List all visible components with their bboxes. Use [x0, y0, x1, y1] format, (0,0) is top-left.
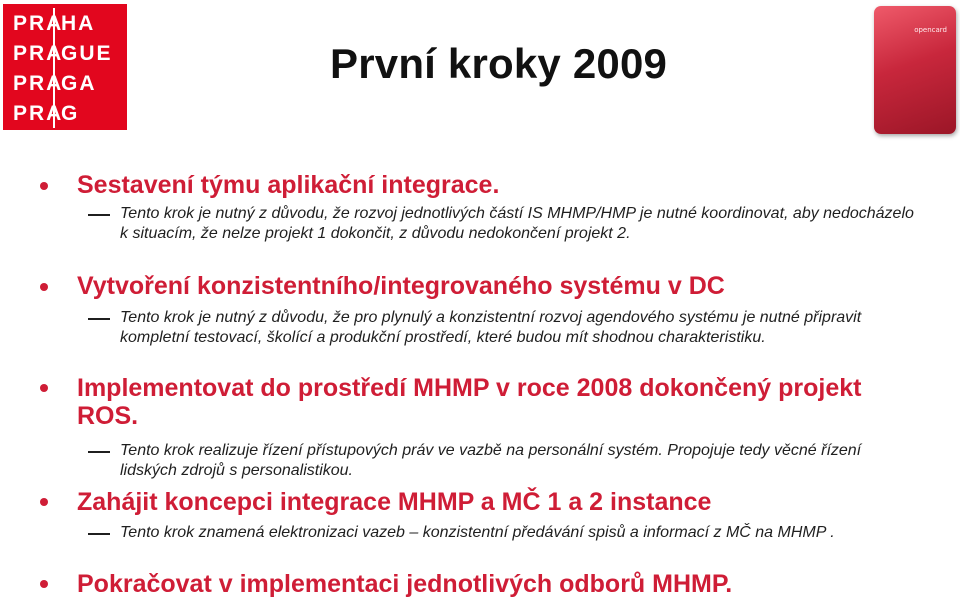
- bullet-dot: [40, 182, 48, 190]
- logo-text: GUE: [53, 38, 123, 68]
- page-title: První kroky 2009: [330, 40, 668, 87]
- logo-text: PRA: [13, 11, 64, 35]
- bullet-detail: Tento krok znamená elektronizaci vazeb – konzistentní předávání spisů a informací z MČ na MHMP .: [120, 524, 835, 541]
- bullet-heading: Vytvoření konzistentního/integrovaného systému v DC: [77, 272, 725, 300]
- dash-marker: [88, 318, 110, 320]
- bullet-detail: Tento krok realizuje řízení přístupových práv ve vazbě na personální systém. Propojuje tedy věcné řízení lidských zdrojů s personalistikou.: [120, 442, 862, 479]
- logo-text: GA: [53, 68, 123, 98]
- logo-text: PRA: [13, 101, 64, 125]
- bullet-dot: [40, 283, 48, 291]
- logo-text: G: [53, 98, 123, 128]
- bullet-heading: Implementovat do prostředí MHMP v roce 2008 dokončený projekt ROS.: [77, 374, 862, 430]
- prague-logo: [3, 4, 127, 130]
- opencard-image: [874, 6, 956, 134]
- bullet-heading: Pokračovat v implementaci jednotlivých odborů MHMP.: [77, 570, 733, 598]
- bullet-detail: Tento krok je nutný z důvodu, že pro plynulý a konzistentní rozvoj agendového systému je nutné připravit kompletní testovací, školící a produkční prostředí, které budou mít shodnou charakteristiku.: [120, 309, 862, 346]
- bullet-dot: [40, 498, 48, 506]
- bullet-heading: Zahájit koncepci integrace MHMP a MČ 1 a 2 instance: [77, 488, 712, 516]
- card-label: opencard: [914, 26, 947, 34]
- dash-marker: [88, 533, 110, 535]
- logo-text: PRA: [13, 71, 64, 95]
- dash-marker: [88, 451, 110, 453]
- bullet-dot: [40, 580, 48, 588]
- bullet-dot: [40, 384, 48, 392]
- logo-text: PRA: [13, 41, 64, 65]
- bullet-heading: Sestavení týmu aplikační integrace.: [77, 171, 500, 199]
- logo-text: HA: [53, 8, 123, 38]
- bullet-detail: Tento krok je nutný z důvodu, že rozvoj jednotlivých částí IS MHMP/HMP je nutné koordinovat, aby nedocházelo k situacím, že nelze projekt 1 dokončit, z důvodu nedokončení projekt 2.: [120, 205, 914, 242]
- dash-marker: [88, 214, 110, 216]
